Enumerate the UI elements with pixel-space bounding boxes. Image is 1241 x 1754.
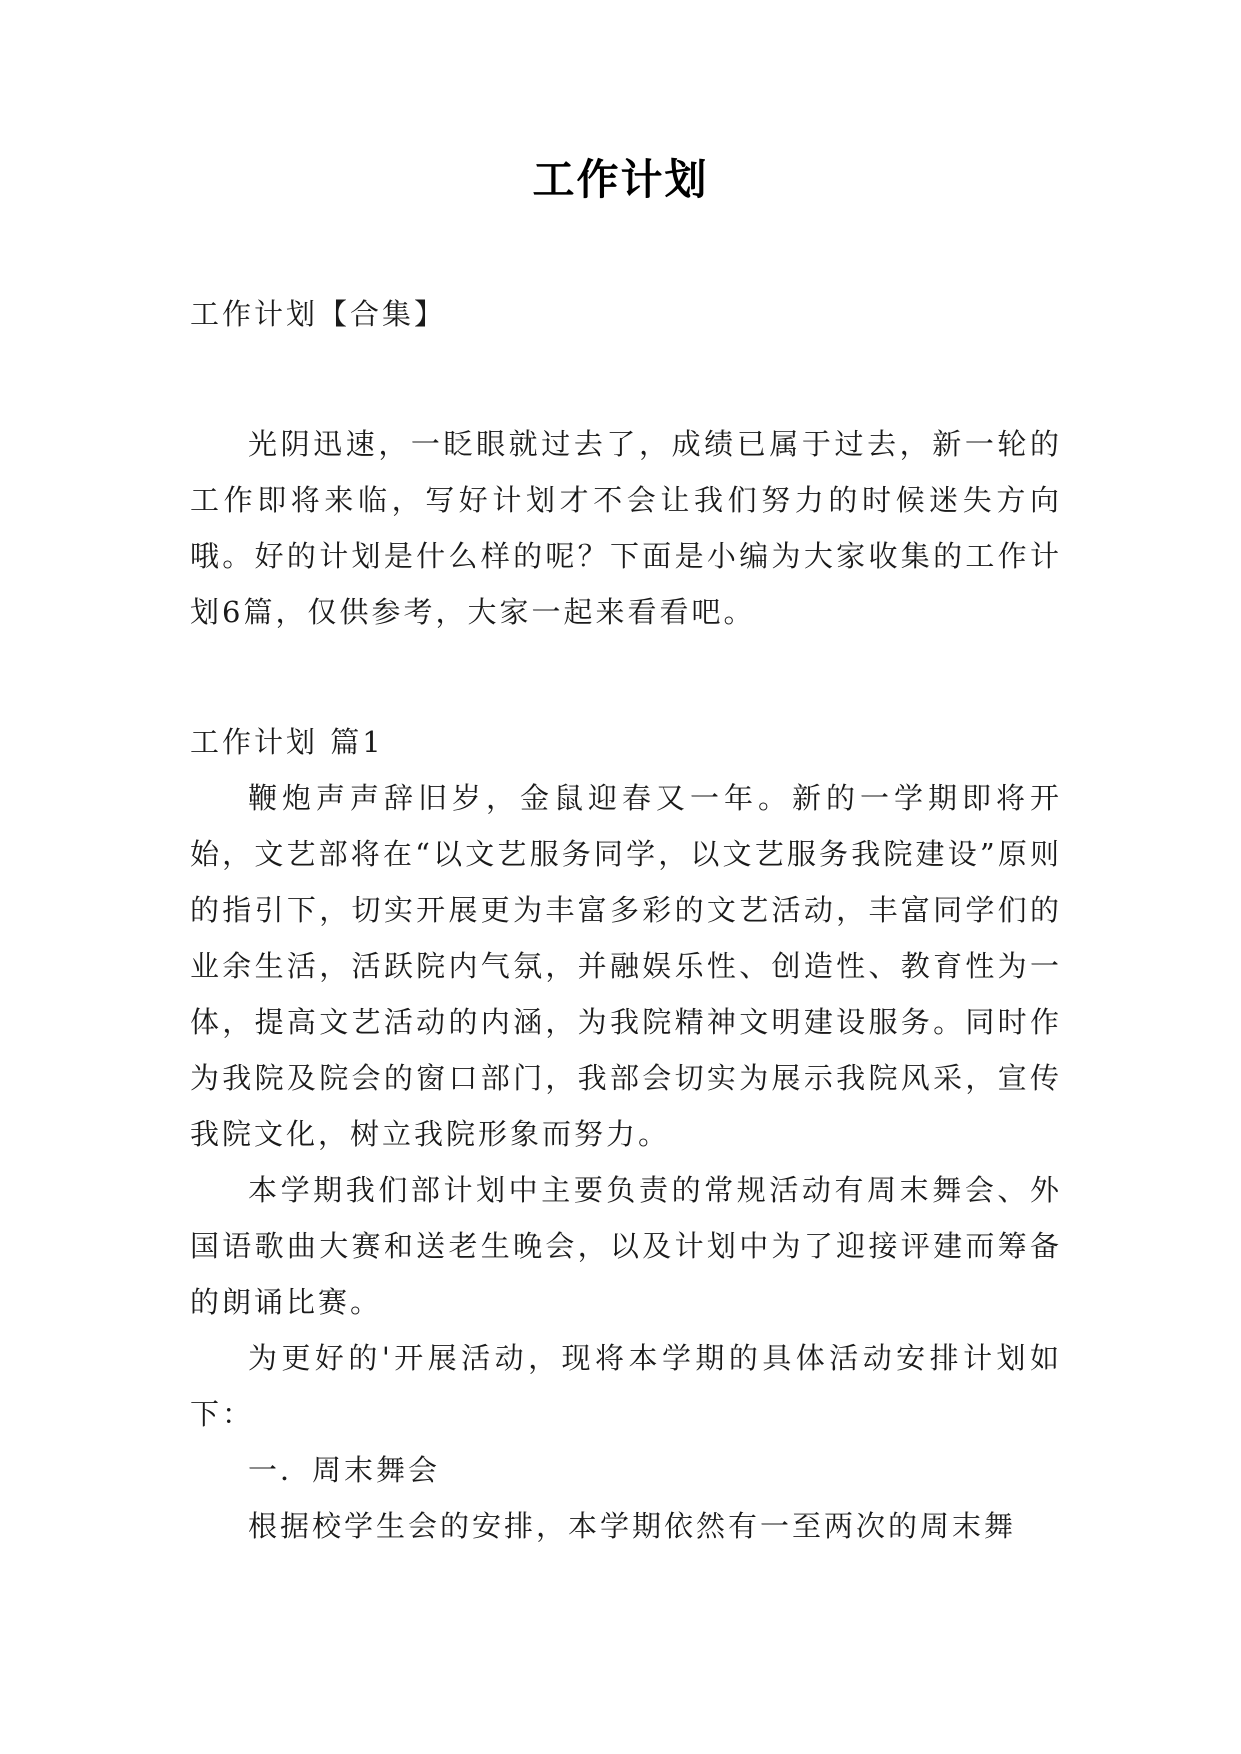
document-body <box>190 286 1062 1554</box>
list-item-heading: 一．周末舞会 <box>248 1453 441 1487</box>
body-paragraph: 根据校学生会的安排，本学期依然有一至两次的周末舞 <box>248 1509 1017 1543</box>
page-title: 工作计划 <box>532 155 709 204</box>
body-paragraph: 本学期我们部计划中主要负责的常规活动有周末舞会、外国语歌曲大赛和送老生晚会，以及计划中为了迎接评建而筹备的朗诵比赛。 <box>190 1173 1062 1319</box>
section-heading: 工作计划 篇1 <box>190 725 384 759</box>
document-subtitle: 工作计划【合集】 <box>190 297 447 331</box>
body-paragraph: 为更好的'开展活动，现将本学期的具体活动安排计划如下： <box>190 1341 1062 1431</box>
body-paragraph: 鞭炮声声辞旧岁，金鼠迎春又一年。新的一学期即将开始，文艺部将在“以文艺服务同学，以文艺服务我院建设”原则的指引下，切实开展更为丰富多彩的文艺活动，丰富同学们的业余生活，活跃院内气氛，并融娱乐性、创造性、教育性为一体，提高文艺活动的内涵，为我院精神文明建设服务。同时作为我院及院会的窗口部门，我部会切实为展示我院风采，宣传我院文化，树立我院形象而努力。 <box>190 781 1062 1151</box>
intro-paragraph: 光阴迅速，一眨眼就过去了，成绩已属于过去，新一轮的工作即将来临，写好计划才不会让我们努力的时候迷失方向哦。好的计划是什么样的呢？下面是小编为大家收集的工作计划6篇，仅供参考，大家一起来看看吧。 <box>190 427 1062 629</box>
